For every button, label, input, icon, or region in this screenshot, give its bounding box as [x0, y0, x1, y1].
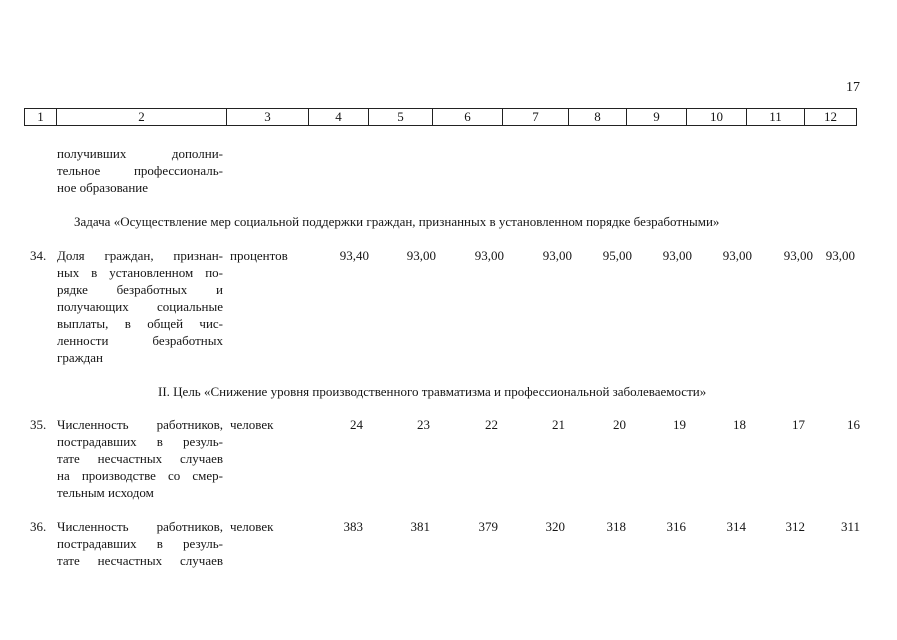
name-line: тельное профессиональ- — [57, 163, 223, 178]
value-cell: 314 — [726, 519, 746, 534]
task-heading: Задача «Осуществление мер социальной поддержки граждан, признанных в установленном порядке безработными» — [74, 214, 720, 229]
row-number: 34. — [30, 248, 47, 263]
name-line: Численность работников, — [57, 519, 223, 534]
value-cell: 17 — [792, 417, 805, 432]
value-cell: 22 — [485, 417, 498, 432]
value-cell: 312 — [785, 519, 805, 534]
value-cell: 24 — [350, 417, 363, 432]
name-line: на производстве со смер- — [57, 468, 223, 483]
name-line: ленности безработных — [57, 333, 223, 348]
page-number: 17 — [846, 80, 860, 95]
value-cell: 383 — [343, 519, 363, 534]
value-cell: 20 — [613, 417, 626, 432]
unit-cell: человек — [230, 417, 274, 432]
header-cell: 2 — [57, 109, 227, 126]
value-cell: 95,00 — [602, 248, 632, 263]
name-line: выплаты, в общей чис- — [57, 316, 223, 331]
column-number-header — [24, 108, 857, 126]
value-cell: 93,00 — [406, 248, 436, 263]
name-line: пострадавших в резуль- — [57, 434, 223, 449]
value-cell: 23 — [417, 417, 430, 432]
indicator-name — [57, 416, 223, 501]
name-line: тате несчастных случаев — [57, 451, 223, 466]
name-line: Доля граждан, признан- — [57, 248, 223, 263]
value-cell: 381 — [410, 519, 430, 534]
header-cell: 3 — [227, 109, 309, 126]
value-cell: 18 — [733, 417, 746, 432]
value-cell: 379 — [478, 519, 498, 534]
header-cell: 4 — [309, 109, 369, 126]
header-cell: 1 — [25, 109, 57, 126]
indicator-name — [57, 247, 223, 366]
value-cell: 19 — [673, 417, 686, 432]
value-cell: 93,00 — [474, 248, 504, 263]
value-cell: 93,00 — [722, 248, 752, 263]
row-number: 35. — [30, 417, 47, 432]
goal-heading: II. Цель «Снижение уровня производственного травматизма и профессиональной заболеваемости» — [158, 384, 707, 399]
name-line: рядке безработных и — [57, 282, 223, 297]
name-line: граждан — [57, 350, 103, 365]
name-line: Численность работников, — [57, 417, 223, 432]
value-cell: 16 — [847, 417, 860, 432]
name-line: получивших дополни- — [57, 146, 223, 161]
value-cell: 311 — [840, 519, 860, 534]
row-number: 36. — [30, 519, 47, 534]
value-cell: 93,40 — [339, 248, 369, 263]
value-cell: 93,00 — [783, 248, 813, 263]
header-row — [25, 109, 857, 126]
header-cell: 8 — [569, 109, 627, 126]
header-cell: 6 — [433, 109, 503, 126]
unit-cell: процентов — [230, 248, 288, 263]
unit-cell: человек — [230, 519, 274, 534]
value-cell: 93,00 — [662, 248, 692, 263]
name-line: получающих социальные — [57, 299, 223, 314]
value-cell: 21 — [552, 417, 565, 432]
header-cell: 7 — [503, 109, 569, 126]
name-line: тельным исходом — [57, 485, 154, 500]
header-cell: 12 — [805, 109, 857, 126]
value-cell: 318 — [606, 519, 626, 534]
value-cell: 320 — [545, 519, 565, 534]
name-line: ное образование — [57, 180, 148, 195]
name-line: тате несчастных случаев — [57, 553, 223, 568]
value-cell: 316 — [666, 519, 686, 534]
value-cell: 93,00 — [542, 248, 572, 263]
indicator-name — [57, 518, 223, 569]
value-cell: 93,00 — [825, 248, 855, 263]
header-cell: 11 — [747, 109, 805, 126]
header-cell: 9 — [627, 109, 687, 126]
header-cell: 10 — [687, 109, 747, 126]
name-line: пострадавших в резуль- — [57, 536, 223, 551]
name-line: ных в установленном по- — [57, 265, 223, 280]
header-cell: 5 — [369, 109, 433, 126]
continuation-indicator-name — [57, 145, 223, 196]
